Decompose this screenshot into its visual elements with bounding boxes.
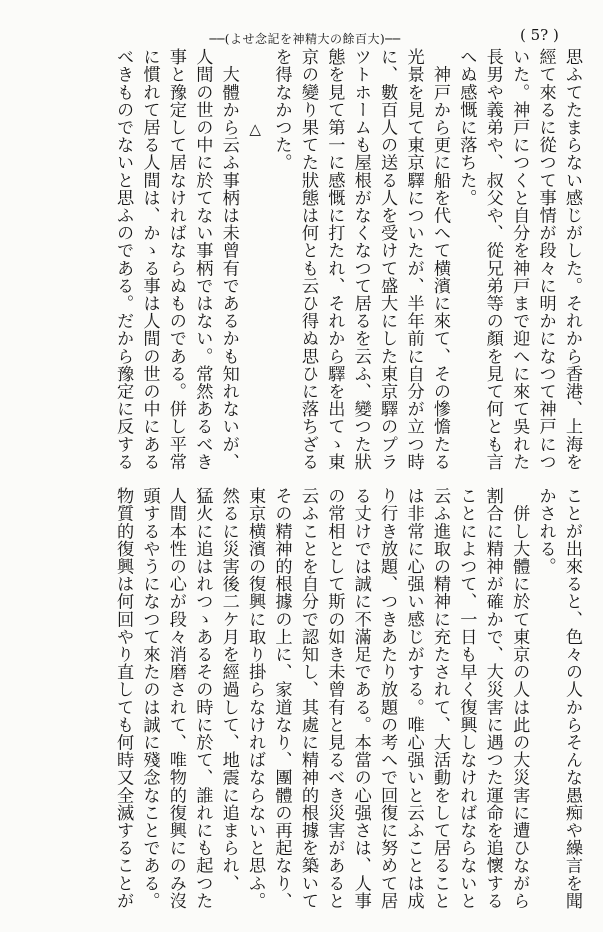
text-line: 猛火に追はれつゝあるその時に於て、誰れにも起つた (192, 487, 213, 910)
text-line: 大體から云ふ事柄は未曾有であるかも知れないが、 (218, 48, 239, 470)
text-line: 光景を見て東京驛についたが、半年前に自分が立つ時 (403, 48, 424, 470)
text-line: 長男や義弟や、叔父や、從兄弟等の顏を見て何とも言 (482, 48, 503, 470)
text-line: の常相として斯の如き未曾有と見るべき災害があると (324, 487, 345, 910)
text-block-upper (13, 48, 585, 470)
text-block-lower (13, 487, 585, 919)
page-number: ( 5? ) (520, 26, 559, 44)
text-line: る丈けでは誠に不滿足である。本當の心强さは、人事 (350, 487, 371, 910)
text-line: 京の變り果てた狀態は何とも云ひ得ぬ思ひに落ちざる (297, 48, 318, 470)
text-line: 東京横濱の復興に取り掛らなければならないと思ふ。 (245, 487, 266, 910)
text-line: 併し大體に於て東京の人は此の大災害に遭ひながら (509, 487, 530, 910)
text-line: 割合に精神が確かで、大災害に遇つた運命を追懷する (482, 487, 503, 910)
text-line: ことが出來ると、色々の人からそんな愚痴や繰言を聞 (562, 487, 582, 910)
text-line: その精神的根據の上に、家道なり、團體の再起なり、 (271, 487, 292, 910)
text-line: は非常に心强い感じがする。唯心强いと云ふことは成 (403, 487, 424, 910)
text-line: り行き放題、つきあたり放題の考へで回復に努めて居 (377, 487, 398, 910)
text-line: 思ふてたまらない感じがした。それから香港、上海を (562, 48, 582, 470)
text-line: 人間の世の中に於てない事柄ではない。常然あるべき (192, 48, 213, 470)
text-line: かされる。 (535, 487, 556, 575)
text-line: に、數百人の送る人を受けて盛大にした東京驛のプラ (377, 48, 398, 470)
text-line: ツトホームも屋根がなくなつて居るを云ふ、變つた狀 (350, 48, 371, 470)
text-line: へぬ感慨に落ちた。 (456, 48, 477, 207)
section-break-triangle: △ (246, 120, 265, 139)
text-line: 經て來るに從つて事情が段々に明かになつて神戸につ (535, 48, 556, 470)
text-line: いた。神戸につくと自分を神戸まで迎へに來て吳れた (509, 48, 530, 470)
running-title: ──(よせ念記を神精大の餘百大)── (209, 32, 401, 46)
text-line: を得なかつた。 (271, 48, 292, 172)
text-line: ことによつて、一日も早く復興しなければならないと (456, 487, 477, 910)
text-line: 人間本性の心が段々消磨されて、唯物的復興にのみ沒 (165, 487, 186, 910)
text-line: 神戸から更に船を代へて横濱に來て、その慘憺たる (429, 48, 450, 470)
text-line: 事と豫定して居なければならぬものである。併し平常 (165, 48, 186, 470)
text-line: 態を見て第一に感慨に打たれ、それから驛を出てゝ東 (324, 48, 345, 470)
text-line: 頭するやうになつて來たのは誠に殘念なことである。 (139, 487, 160, 910)
text-line: に慣れて居る人間は、かゝる事は人間の世の中にある (139, 48, 160, 470)
text-line: 然るに災害後二ケ月を經過して、地震に追まられ、 (218, 487, 239, 892)
text-line: 云ふ進取の精神に充たされて、大活動をして居ること (429, 487, 450, 910)
text-line: 云ふことを自分で認知し、其處に精神的根據を築いて (297, 487, 318, 910)
text-line: 物質的復興は何回やり直しても何時又全滅することが (113, 487, 134, 910)
text-line: べきものでないと思ふのである。だから豫定に反する (113, 48, 134, 470)
